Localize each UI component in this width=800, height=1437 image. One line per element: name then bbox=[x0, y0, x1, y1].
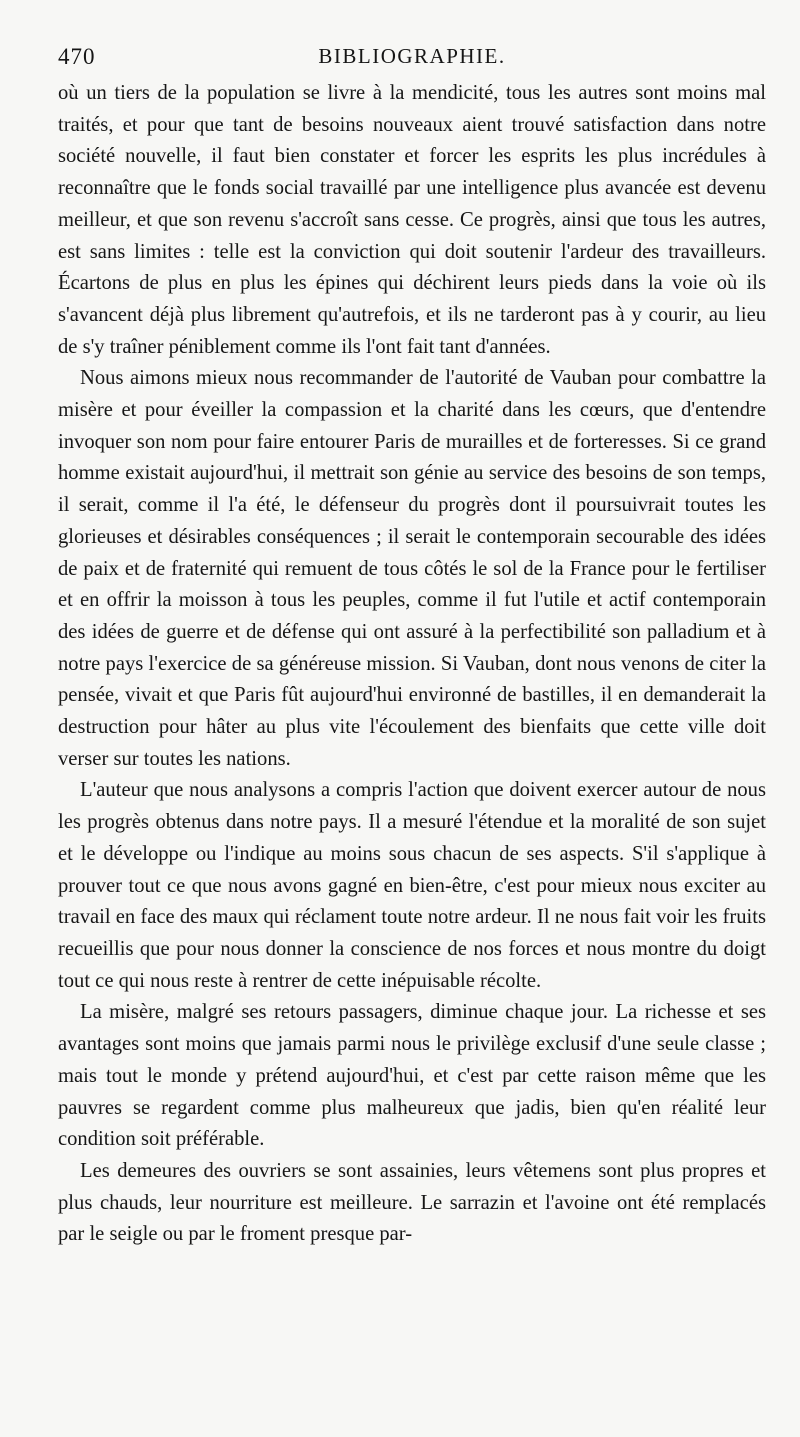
paragraph-1: où un tiers de la population se livre à la mendicité, tous les autres sont moins mal traités, et pour que tant de besoins nouveaux aient trouvé satisfaction dans notre société nouvelle, il faut bien constater et forcer les esprits les plus incrédules à reconnaître que le fonds social travaillé par une intelligence plus avancée est devenu meilleur, et que son revenu s'accroît sans cesse. Ce progrès, ainsi que tous les autres, est sans limites : telle est la conviction qui doit soutenir l'ardeur des travailleurs. Écartons de plus en plus les épines qui déchirent leurs pieds dans la voie où ils s'avancent déjà plus librement qu'autrefois, et ils ne tarderont pas à y courir, au lieu de s'y traîner péniblement comme ils l'ont fait tant d'années. bbox=[58, 82, 766, 358]
paragraph-3: L'auteur que nous analysons a compris l'action que doivent exercer autour de nous les progrès obtenus dans notre pays. Il a mesuré l'étendue et la moralité de son sujet et le développe ou l'indique au moins sous chacun de ses aspects. S'il s'applique à prouver tout ce que nous avons gagné en bien-être, c'est pour mieux nous exciter au travail en face des maux qui réclament toute notre ardeur. Il ne nous fait voir les fruits recueillis que pour nous donner la conscience de nos forces et nous montre du doigt tout ce qui nous reste à rentrer de cette inépuisable récolte. bbox=[58, 779, 766, 992]
paragraph-5: Les demeures des ouvriers se sont assainies, leurs vêtemens sont plus propres et plus chauds, leur nourriture est meilleure. Le sarrazin et l'avoine ont été remplacés par le seigle ou par le froment presque par- bbox=[58, 1159, 766, 1246]
body-text bbox=[58, 78, 766, 1251]
paragraph-4: La misère, malgré ses retours passagers, diminue chaque jour. La richesse et ses avantages sont moins que jamais parmi nous le privilège exclusif d'une seule classe ; mais tout le monde y prétend aujourd'hui, et c'est par cette raison même que les pauvres se regardent comme plus malheureux que jadis, bien qu'en réalité leur condition soit préférable. bbox=[58, 1001, 766, 1151]
paragraph-2: Nous aimons mieux nous recommander de l'autorité de Vauban pour combattre la misère et pour éveiller la compassion et la charité dans les cœurs, que d'entendre invoquer son nom pour faire entourer Paris de murailles et de forteresses. Si ce grand homme existait aujourd'hui, il mettrait son génie au service des besoins de son temps, il serait, comme il l'a été, le défenseur du progrès dont il poursuivrait toutes les glorieuses et désirables conséquences ; il serait le contemporain secourable des idées de paix et de fraternité qui remuent de tous côtés le sol de la France pour le fertiliser et en offrir la moisson à tous les peuples, comme il fut l'utile et actif contemporain des idées de guerre et de défense qui ont assuré à la perfectibilité son palladium et à notre pays l'exercice de sa généreuse mission. Si Vauban, dont nous venons de citer la pensée, vivait et que Paris fût aujourd'hui environné de bastilles, il en demanderait la destruction pour hâter au plus vite l'écoulement des bienfaits que cette ville doit verser sur toutes les nations. bbox=[58, 367, 766, 770]
running-head bbox=[58, 40, 766, 78]
running-title: BIBLIOGRAPHIE. bbox=[318, 44, 506, 68]
page-number: 470 bbox=[58, 44, 96, 69]
